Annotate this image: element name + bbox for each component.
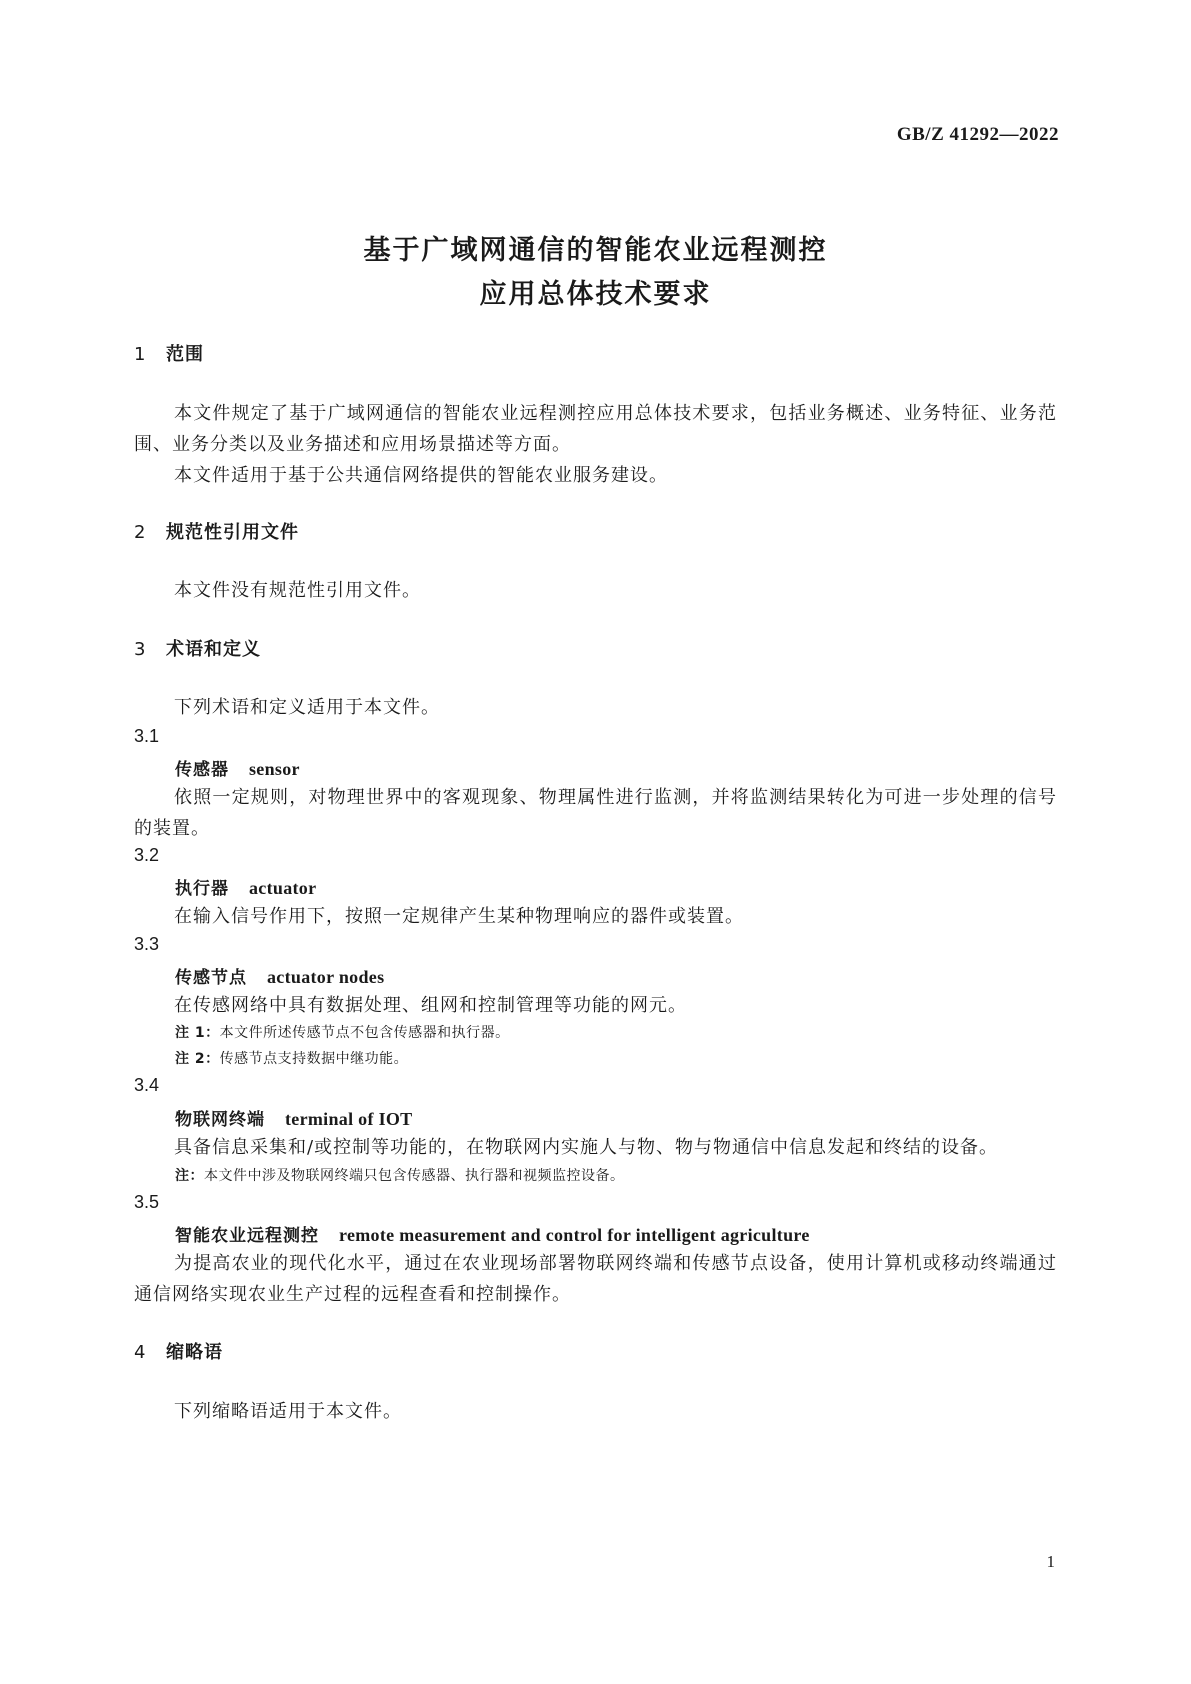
term-cn: 传感器 [175,760,229,780]
note-label: 注： [175,1168,204,1184]
section-number: 3 [134,639,147,660]
term-cn: 智能农业远程测控 [175,1226,319,1246]
section-title: 术语和定义 [166,639,261,660]
terms-intro: 下列术语和定义适用于本文件。 [174,697,440,718]
term-cn: 物联网终端 [175,1110,265,1130]
term-entry-actuator [175,874,316,899]
section-number: 1 [134,344,147,365]
document-title-line1: 基于广域网通信的智能农业远程测控 [363,235,828,266]
term-entry-remote-measurement [175,1221,810,1246]
section-title: 缩略语 [166,1342,223,1363]
term-en: sensor [249,759,300,779]
note-text: 传感节点支持数据中继功能。 [219,1051,409,1067]
section-heading-normative-references [134,518,299,544]
scope-paragraph-1: 本文件规定了基于广域网通信的智能农业远程测控应用总体技术要求，包括业务概述、业务特征、业务范围、业务分类以及业务描述和应用场景描述等方面。 [134,403,1057,455]
section-number: 2 [134,522,147,543]
term-en: actuator nodes [267,967,385,987]
clause-number: 3.3 [134,934,160,954]
scope-paragraph-2: 本文件适用于基于公共通信网络提供的智能农业服务建设。 [174,465,668,486]
section-heading-terms [134,635,261,661]
term-definition: 为提高农业的现代化水平，通过在农业现场部署物联网终端和传感节点设备，使用计算机或移动终端通过通信网络实现农业生产过程的远程查看和控制操作。 [134,1253,1057,1305]
term-note [175,1048,408,1068]
term-entry-actuator-nodes [175,963,384,988]
section-heading-abbreviations [134,1338,223,1364]
term-en: remote measurement and control for intelligent agriculture [339,1225,810,1245]
note-label: 注 1： [175,1025,220,1041]
section-title: 范围 [166,344,204,365]
note-text: 本文件所述传感节点不包含传感器和执行器。 [219,1025,510,1041]
term-entry-iot-terminal [175,1105,413,1130]
normative-references-paragraph: 本文件没有规范性引用文件。 [174,580,421,601]
term-definition: 依照一定规则，对物理世界中的客观现象、物理属性进行监测，并将监测结果转化为可进一步处理的信号的装置。 [134,787,1057,839]
page-number: 1 [1046,1552,1055,1571]
term-en: actuator [249,878,317,898]
term-definition: 具备信息采集和/或控制等功能的，在物联网内实施人与物、物与物通信中信息发起和终结的设备。 [174,1137,999,1158]
term-entry-sensor [175,755,300,780]
section-heading-scope [134,340,204,366]
section-title: 规范性引用文件 [166,522,299,543]
term-definition: 在输入信号作用下，按照一定规律产生某种物理响应的器件或装置。 [174,906,744,927]
clause-number: 3.1 [134,726,160,746]
clause-number: 3.4 [134,1075,160,1095]
term-cn: 执行器 [175,879,229,899]
section-number: 4 [134,1342,147,1363]
term-definition: 在传感网络中具有数据处理、组网和控制管理等功能的网元。 [174,995,687,1016]
note-text: 本文件中涉及物联网终端只包含传感器、执行器和视频监控设备。 [204,1168,625,1184]
abbreviations-intro: 下列缩略语适用于本文件。 [174,1401,402,1422]
standard-code: GB/Z 41292—2022 [896,124,1059,145]
document-title-line2: 应用总体技术要求 [479,279,712,310]
clause-number: 3.5 [134,1192,160,1212]
term-note [175,1022,510,1042]
term-note [175,1165,625,1185]
clause-number: 3.2 [134,845,160,865]
note-label: 注 2： [175,1051,220,1067]
term-en: terminal of IOT [285,1109,413,1129]
term-cn: 传感节点 [175,968,247,988]
